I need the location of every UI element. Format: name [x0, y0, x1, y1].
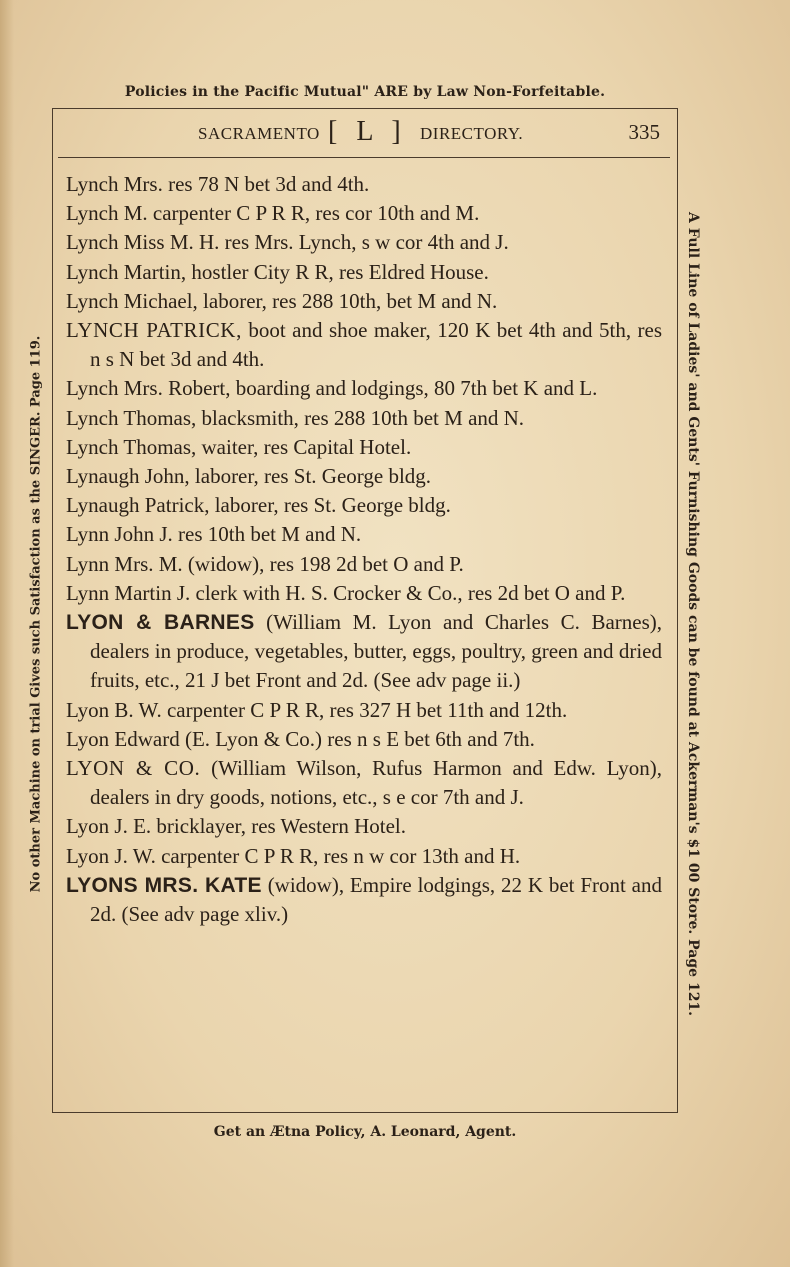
directory-entry: Lynch Thomas, waiter, res Capital Hotel. — [66, 434, 412, 459]
directory-entry: Lynch Miss M. H. res Mrs. Lynch, s w cor 4th and J. — [66, 230, 509, 255]
directory-entry: Lynaugh Patrick, laborer, res St. George bldg. — [66, 493, 451, 518]
directory-entry: Lyon Edward (E. Lyon & Co.) res n s E bet 6th and 7th. — [66, 726, 535, 751]
bottom-advertisement: Get an Ætna Policy, A. Leonard, Agent. — [213, 1124, 517, 1140]
header-city: SACRAMENTO — [198, 124, 320, 143]
directory-entry: Lynn Mrs. M. (widow), res 198 2d bet O and P. — [66, 551, 464, 576]
entry-name-bold: LYON & BARNES — [66, 611, 255, 635]
directory-entry: Lynch Thomas, blacksmith, res 288 10th bet M and N. — [66, 405, 525, 430]
directory-entry: LYNCH PATRICK, boot and shoe maker, 120 K bet 4th and 5th, res n s N bet 3d and 4th. — [66, 318, 663, 372]
directory-entry: Lynaugh John, laborer, res St. George bldg. — [66, 464, 432, 489]
directory-entry: Lynch Mrs. Robert, boarding and lodgings, 80 7th bet K and L. — [66, 376, 598, 401]
header-rule — [58, 157, 670, 158]
right-margin-advertisement: A Full Line of Ladies' and Gents' Furnishing Goods can be found at Ackerman's $1 00 Store. Page 121. — [685, 211, 701, 1017]
page-number: 335 — [628, 120, 660, 144]
directory-entry: Lynch M. carpenter C P R R, res cor 10th and M. — [66, 201, 480, 226]
header-letter: [ L ] — [328, 116, 407, 147]
directory-entry: LYONS MRS. KATE (widow), Empire lodgings, 22 K bet Front and 2d. (See adv page xliv.) — [66, 872, 662, 927]
directory-entry: Lynch Martin, hostler City R R, res Eldred House. — [66, 259, 489, 284]
entry-name: LYNCH PATRICK, — [66, 318, 242, 343]
page-edge-shadow — [0, 0, 14, 1267]
directory-entry: Lyon J. W. carpenter C P R R, res n w cor 13th and H. — [66, 843, 521, 868]
left-margin-advertisement: No other Machine on trial Gives such Satisfaction as the SINGER. Page 119. — [28, 335, 44, 893]
directory-entry: Lynch Michael, laborer, res 288 10th, bet M and N. — [66, 288, 498, 313]
page-header — [58, 116, 668, 154]
directory-entry: LYON & BARNES (William M. Lyon and Charles C. Barnes), dealers in produce, vegetables, butter, eggs, poultry, green and dried fruits, etc., 21 J bet Front and 2d. (See adv page ii.) — [66, 610, 663, 693]
directory-entry: Lynn Martin J. clerk with H. S. Crocker & Co., res 2d bet O and P. — [66, 580, 626, 605]
directory-entry: Lyon J. E. bricklayer, res Western Hotel. — [66, 814, 406, 839]
directory-entry: Lyon B. W. carpenter C P R R, res 327 H bet 11th and 12th. — [66, 697, 568, 722]
directory-entry: Lynch Mrs. res 78 N bet 3d and 4th. — [66, 172, 370, 196]
directory-entry: LYON & CO. (William Wilson, Rufus Harmon and Edw. Lyon), dealers in dry goods, notions, etc., s e cor 7th and J. — [66, 756, 662, 810]
directory-entry: Lynn John J. res 10th bet M and N. — [66, 522, 362, 547]
entry-name-bold: LYONS MRS. KATE — [66, 873, 262, 897]
directory-entries — [66, 170, 662, 929]
top-advertisement: Policies in the Pacific Mutual" ARE by Law Non-Forfeitable. — [124, 84, 606, 100]
header-section: DIRECTORY. — [420, 124, 524, 143]
entry-name: LYON & CO. — [66, 756, 201, 781]
